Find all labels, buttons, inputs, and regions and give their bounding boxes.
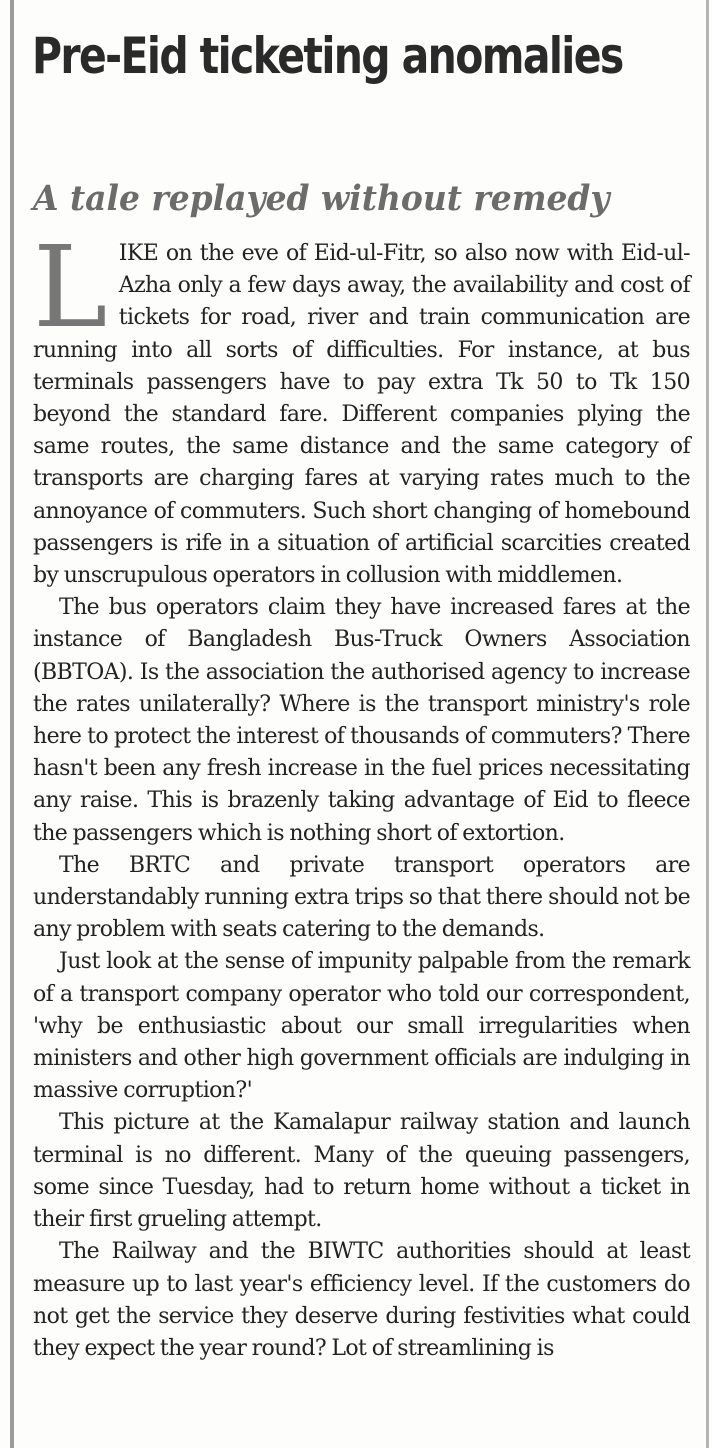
headline: Pre-Eid ticketing anomalies [32,27,623,85]
paragraph-1 [33,223,690,592]
column-rule-left [10,0,14,1448]
paragraph-2: The bus operators claim they have increased fares at the instance of Bangladesh Bus-Truck Owners Association (BBTOA). Is the association the authorised agency to increase the rates unilaterally? Where is the transport ministry's role here to protect the interest of thousands of commuters? There hasn't been any fresh increase in the fuel prices necessitating any raise. This is brazenly taking advantage of Eid to fleece the passengers which is nothing short of extortion. [33,595,690,846]
column-rule-right [706,0,709,1448]
paragraph-1-text: IKE on the eve of Eid-ul-Fitr, so also now with Eid-ul-Azha only a few days away, the availability and cost of tickets for road, river and train communication are running into all sorts of difficulties. For instance, at bus terminals passengers have to pay extra Tk 50 to Tk 150 beyond the standard fare. Different companies plying the same routes, the same distance and the same category of transports are charging fares at varying rates much to the annoyance of commuters. Such short changing of homebound passengers is rife in a situation of artificial scarcities created by unscrupulous operators in collusion with middlemen. [33,241,690,589]
paragraph-5: This picture at the Kamalapur railway station and launch terminal is no different. Many of the queuing passengers, some since Tuesday, had to return home without a ticket in their first grueling attempt. [33,1110,690,1233]
paragraph-6: The Railway and the BIWTC authorities should at least measure up to last year's efficiency level. If the customers do not get the service they deserve during festivities what could they expect the year round? Lot of streamlining is [33,1239,690,1361]
subheadline: A tale replayed without remedy [33,178,610,219]
drop-cap: L [33,223,107,353]
paragraph-4: Just look at the sense of impunity palpable from the remark of a transport company operator who told our correspondent, 'why be enthusiastic about our small irregularities when ministers and other high government officials are indulging in massive corruption?' [33,949,690,1104]
article-body [33,223,690,1365]
paragraph-3: The BRTC and private transport operators are understandably running extra trips so that there should not be any problem with seats catering to the demands. [33,852,690,943]
